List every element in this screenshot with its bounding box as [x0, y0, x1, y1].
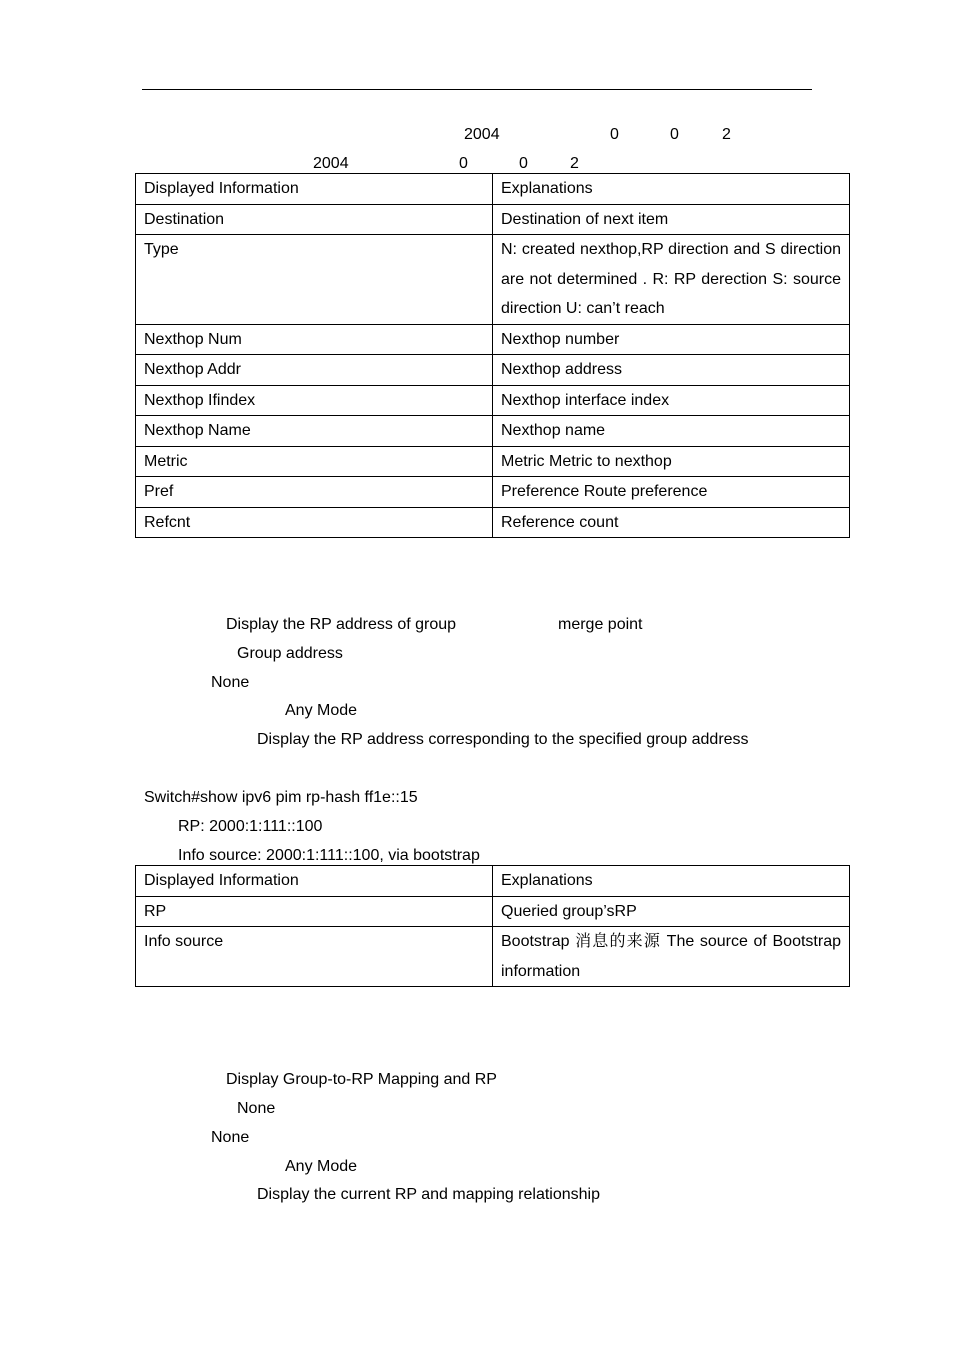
table-cell: Nexthop address — [493, 355, 850, 386]
table-row — [136, 446, 850, 477]
table-cell: Type — [136, 235, 493, 325]
usage-text: Display the RP address corresponding to the specified group address — [257, 731, 749, 748]
table-row — [136, 235, 850, 325]
rp-hash-info-table — [135, 865, 850, 987]
function-text-suffix: merge point — [558, 616, 643, 633]
example-output-line: RP: 2000:1:111::100 — [178, 818, 323, 835]
table-cell: Nexthop interface index — [493, 385, 850, 416]
table-row — [136, 927, 850, 987]
example-output-line: Info source: 2000:1:111::100, via bootstrap — [178, 847, 480, 864]
table-cell: Nexthop Ifindex — [136, 385, 493, 416]
table-cell: Reference count — [493, 507, 850, 538]
table-header-row — [136, 174, 850, 205]
mode-text: Any Mode — [285, 702, 358, 719]
table-row — [136, 896, 850, 927]
header-num: 2 — [722, 126, 731, 143]
table-cell: Destination — [136, 204, 493, 235]
caption-num: 2 — [570, 155, 579, 172]
table-cell: Nexthop number — [493, 324, 850, 355]
table-cell: Destination of next item — [493, 204, 850, 235]
table-cell: Nexthop Num — [136, 324, 493, 355]
caption-num: 0 — [459, 155, 468, 172]
header-num: 0 — [670, 126, 679, 143]
function-text: Display Group-to-RP Mapping and RP — [226, 1071, 497, 1088]
function-text: Display the RP address of group — [226, 616, 457, 633]
table-cell: Nexthop Addr — [136, 355, 493, 386]
caption-num: 0 — [519, 155, 528, 172]
table-cell: Preference Route preference — [493, 477, 850, 508]
table-cell: Nexthop Name — [136, 416, 493, 447]
parameter-text: Group address — [237, 645, 343, 662]
parameter-text: None — [237, 1100, 276, 1117]
mode-text: Any Mode — [285, 1158, 358, 1175]
default-text: None — [211, 1129, 250, 1146]
table-header-cell: Explanations — [493, 174, 850, 205]
table-row — [136, 385, 850, 416]
table-cell: Pref — [136, 477, 493, 508]
default-text: None — [211, 674, 250, 691]
table-header-cell: Displayed Information — [136, 866, 493, 897]
table-header-cell: Explanations — [493, 866, 850, 897]
header-year: 2004 — [464, 126, 500, 143]
table-row — [136, 416, 850, 447]
table-cell: Bootstrap 消息的来源 The source of Bootstrap information — [493, 927, 850, 987]
table-row — [136, 477, 850, 508]
table-cell: Refcnt — [136, 507, 493, 538]
table-cell: Queried group’sRP — [493, 896, 850, 927]
caption-year: 2004 — [313, 155, 349, 172]
table-cell: N: created nexthop,RP direction and S direction are not determined . R: RP derection S: source direction U: can’t reach — [493, 235, 850, 325]
header-num: 0 — [610, 126, 619, 143]
table-row — [136, 507, 850, 538]
table-cell: Metric — [136, 446, 493, 477]
header-rule — [142, 89, 812, 90]
table-cell: Metric Metric to nexthop — [493, 446, 850, 477]
table-row — [136, 204, 850, 235]
table-row — [136, 355, 850, 386]
table-header-row — [136, 866, 850, 897]
table-cell: RP — [136, 896, 493, 927]
table-cell: Info source — [136, 927, 493, 987]
example-command: Switch#show ipv6 pim rp-hash ff1e::15 — [144, 789, 418, 806]
usage-text: Display the current RP and mapping relationship — [257, 1186, 601, 1203]
nexthop-info-table — [135, 173, 850, 538]
table-cell: Nexthop name — [493, 416, 850, 447]
table-header-cell: Displayed Information — [136, 174, 493, 205]
table-row — [136, 324, 850, 355]
